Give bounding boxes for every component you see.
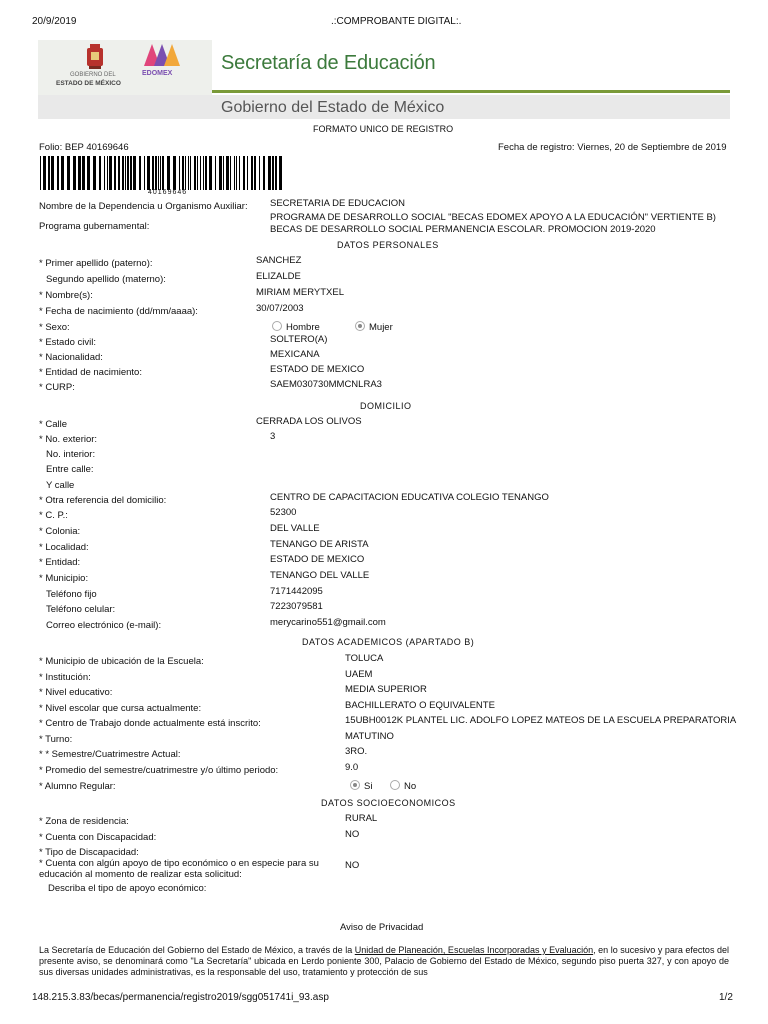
- barcode-bar: [104, 156, 105, 190]
- print-page-number: 1/2: [719, 992, 733, 1003]
- calle-label: * Calle: [39, 419, 67, 430]
- entidad-nacimiento-value: ESTADO DE MEXICO: [270, 364, 365, 375]
- telefono-celular-value: 7223079581: [270, 601, 323, 612]
- barcode-bar: [43, 156, 46, 190]
- radio-no[interactable]: [390, 780, 400, 790]
- barcode-bar: [130, 156, 132, 190]
- nacionalidad-value: MEXICANA: [270, 349, 320, 360]
- radio-mujer[interactable]: [355, 321, 365, 331]
- regular-no-label: No: [404, 781, 417, 792]
- folio: Folio: BEP 40169646: [39, 142, 129, 153]
- y-calle-label: Y calle: [46, 480, 75, 491]
- barcode-bar: [78, 156, 81, 190]
- correo-value: merycarino551@gmail.com: [270, 617, 386, 628]
- interior-label: No. interior:: [46, 449, 96, 460]
- barcode-bar: [118, 156, 120, 190]
- privacy-link[interactable]: Unidad de Planeación, Escuelas Incorporadas y Evaluación: [354, 945, 594, 955]
- sexo-hombre-label: Hombre: [286, 322, 320, 333]
- radio-si[interactable]: [350, 780, 360, 790]
- nivel-educativo-label: * Nivel educativo:: [39, 687, 113, 698]
- sexo-hombre-option[interactable]: [272, 322, 320, 333]
- entidad-value: ESTADO DE MEXICO: [270, 554, 365, 565]
- barcode-bar: [194, 156, 196, 190]
- sexo-label: * Sexo:: [39, 322, 70, 333]
- paterno-value: SANCHEZ: [256, 255, 302, 266]
- barcode-bar: [114, 156, 116, 190]
- section-datos-academicos: DATOS ACADEMICOS (APARTADO B): [302, 637, 475, 647]
- barcode-bar: [179, 156, 180, 190]
- programa-label: Programa gubernamental:: [39, 221, 150, 232]
- barcode-bar: [82, 156, 85, 190]
- barcode-bar: [188, 156, 189, 190]
- localidad-value: TENANGO DE ARISTA: [270, 539, 369, 550]
- barcode-bar: [223, 156, 224, 190]
- section-domicilio: DOMICILIO: [360, 401, 412, 411]
- barcode-bar: [147, 156, 150, 190]
- barcode-bar: [109, 156, 112, 190]
- barcode-bar: [93, 156, 96, 190]
- barcode-bar: [48, 156, 50, 190]
- promedio-label: * Promedio del semestre/cuatrimestre y/o último periodo:: [39, 765, 279, 776]
- discapacidad-label: * Cuenta con Discapacidad:: [39, 832, 157, 843]
- regular-si-option[interactable]: [350, 781, 372, 792]
- institucion-label: * Institución:: [39, 672, 91, 683]
- barcode-bar: [268, 156, 271, 190]
- green-divider: [212, 90, 730, 93]
- barcode-bar: [67, 156, 70, 190]
- tipo-discapacidad-label: * Tipo de Discapacidad:: [39, 847, 139, 858]
- nombre-label: * Nombre(s):: [39, 290, 93, 301]
- state-seal-icon: [84, 42, 106, 73]
- sexo-mujer-label: Mujer: [369, 322, 393, 333]
- calle-value: CERRADA LOS OLIVOS: [256, 416, 362, 427]
- turno-label: * Turno:: [39, 734, 73, 745]
- dependencia-value: SECRETARIA DE EDUCACION: [270, 198, 405, 209]
- nacimiento-label: * Fecha de nacimiento (dd/mm/aaaa):: [39, 306, 198, 317]
- semestre-label: * * Semestre/Cuatrimestre Actual:: [39, 749, 181, 760]
- fecha-registro: Fecha de registro: Viernes, 20 de Septiembre de 2019: [498, 142, 727, 153]
- materno-label: Segundo apellido (materno):: [46, 274, 166, 285]
- entidad-nacimiento-label: * Entidad de nacimiento:: [39, 367, 142, 378]
- barcode-bar: [219, 156, 222, 190]
- barcode-bar: [247, 156, 248, 190]
- section-datos-socioeconomicos: DATOS SOCIOECONOMICOS: [321, 798, 456, 808]
- print-title: .:COMPROBANTE DIGITAL:.: [331, 16, 462, 27]
- barcode-bar: [182, 156, 184, 190]
- turno-value: MATUTINO: [345, 731, 394, 742]
- barcode-bar: [197, 156, 198, 190]
- barcode-bar: [155, 156, 157, 190]
- barcode-bar: [87, 156, 90, 190]
- barcode-bar: [162, 156, 164, 190]
- barcode-number: 40169646: [148, 189, 188, 196]
- telefono-fijo-value: 7171442095: [270, 586, 323, 597]
- barcode-bar: [40, 156, 41, 190]
- barcode-bar: [127, 156, 129, 190]
- apoyo-label-line2: educación al momento de realizar esta solicitud:: [39, 869, 242, 880]
- describa-apoyo-label: Describa el tipo de apoyo económico:: [48, 883, 207, 894]
- semestre-value: 3RO.: [345, 746, 368, 757]
- cp-label: * C. P.:: [39, 510, 68, 521]
- municipio-value: TENANGO DEL VALLE: [270, 570, 370, 581]
- barcode-bar: [272, 156, 274, 190]
- barcode-bar: [160, 156, 161, 190]
- privacy-text-part2: , en lo sucesivo y para efectos del presente aviso, se denominará como "La Secretaría" ubicada en Lerdo poniente 300, Palacio de Gobierno del Estado de México, segundo piso puerta 327, y con apoyo de sus diversas unidades administrativas, es la responsable del uso, tratamiento y protección de sus: [39, 945, 729, 977]
- nacimiento-value: 30/07/2003: [256, 303, 304, 314]
- barcode-bar: [200, 156, 201, 190]
- colonia-label: * Colonia:: [39, 526, 81, 537]
- telefono-fijo-label: Teléfono fijo: [46, 589, 97, 600]
- alumno-regular-label: * Alumno Regular:: [39, 781, 116, 792]
- promedio-value: 9.0: [345, 762, 359, 773]
- secretaria-title: Secretaría de Educación: [221, 52, 436, 74]
- civil-label: * Estado civil:: [39, 337, 97, 348]
- edomex-logo-text: EDOMEX: [142, 70, 173, 77]
- nivel-educativo-value: MEDIA SUPERIOR: [345, 684, 427, 695]
- barcode-bar: [236, 156, 237, 190]
- gobierno-subtitle: Gobierno del Estado de México: [221, 99, 445, 116]
- regular-no-option[interactable]: [390, 781, 416, 792]
- escuela-municipio-label: * Municipio de ubicación de la Escuela:: [39, 656, 204, 667]
- barcode-bar: [243, 156, 245, 190]
- barcode-bar: [259, 156, 260, 190]
- programa-value-line2: BECAS DE DESARROLLO SOCIAL PERMANENCIA ESCOLAR. PROMOCION 2019-2020: [270, 224, 656, 235]
- privacy-text: [39, 945, 729, 978]
- barcode-bar: [226, 156, 229, 190]
- zona-value: RURAL: [345, 813, 378, 824]
- entre-calle-label: Entre calle:: [46, 464, 94, 475]
- regular-si-label: Si: [364, 781, 373, 792]
- entidad-label: * Entidad:: [39, 557, 81, 568]
- apoyo-label-line1: * Cuenta con algún apoyo de tipo económico o en especie para su: [39, 858, 319, 869]
- telefono-celular-label: Teléfono celular:: [46, 604, 116, 615]
- barcode-bar: [99, 156, 101, 190]
- escuela-municipio-value: TOLUCA: [345, 653, 384, 664]
- exterior-label: * No. exterior:: [39, 434, 98, 445]
- barcode-bar: [251, 156, 253, 190]
- print-date: 20/9/2019: [32, 16, 77, 27]
- materno-value: ELIZALDE: [256, 271, 301, 282]
- barcode-bar: [139, 156, 141, 190]
- nivel-escolar-label: * Nivel escolar que cursa actualmente:: [39, 703, 202, 714]
- barcode-image: [38, 156, 288, 190]
- barcode-bar: [125, 156, 126, 190]
- barcode-bar: [173, 156, 176, 190]
- state-logo-line1: GOBIERNO DEL: [70, 72, 116, 78]
- curp-label: * CURP:: [39, 382, 75, 393]
- correo-label: Correo electrónico (e-mail):: [46, 620, 162, 631]
- referencia-label: * Otra referencia del domicilio:: [39, 495, 167, 506]
- barcode-bar: [185, 156, 186, 190]
- barcode-bar: [275, 156, 277, 190]
- barcode-bar: [107, 156, 108, 190]
- barcode-bar: [203, 156, 204, 190]
- barcode-bar: [122, 156, 124, 190]
- barcode-bar: [209, 156, 212, 190]
- nivel-escolar-value: BACHILLERATO O EQUIVALENTE: [345, 700, 495, 711]
- zona-label: * Zona de residencia:: [39, 816, 129, 827]
- colonia-value: DEL VALLE: [270, 523, 320, 534]
- centro-trabajo-label: * Centro de Trabajo donde actualmente está inscrito:: [39, 718, 261, 729]
- barcode-bar: [57, 156, 59, 190]
- apoyo-value: NO: [345, 860, 360, 871]
- referencia-value: CENTRO DE CAPACITACION EDUCATIVA COLEGIO TENANGO: [270, 492, 549, 503]
- barcode-bar: [234, 156, 235, 190]
- state-logo-line2: ESTADO DE MÉXICO: [56, 80, 121, 87]
- radio-hombre[interactable]: [272, 321, 282, 331]
- barcode-bar: [152, 156, 154, 190]
- barcode-bar: [51, 156, 54, 190]
- barcode-bar: [215, 156, 216, 190]
- nacionalidad-label: * Nacionalidad:: [39, 352, 103, 363]
- barcode-bar: [167, 156, 170, 190]
- curp-value: SAEM030730MMCNLRA3: [270, 379, 382, 390]
- barcode-bar: [158, 156, 159, 190]
- civil-value: SOLTERO(A): [270, 334, 328, 345]
- paterno-label: * Primer apellido (paterno):: [39, 258, 153, 269]
- barcode-bar: [144, 156, 145, 190]
- privacy-text-part1: La Secretaría de Educación del Gobierno del Estado de México, a través de la: [39, 945, 355, 955]
- barcode-bar: [205, 156, 207, 190]
- centro-trabajo-value: 15UBH0012K PLANTEL LIC. ADOLFO LOPEZ MATEOS DE LA ESCUELA PREPARATORIA: [345, 715, 737, 726]
- cp-value: 52300: [270, 507, 297, 518]
- nombre-value: MIRIAM MERYTXEL: [256, 287, 344, 298]
- institucion-value: UAEM: [345, 669, 373, 680]
- section-datos-personales: DATOS PERSONALES: [337, 240, 439, 250]
- privacy-title: Aviso de Privacidad: [340, 922, 424, 933]
- programa-value-line1: PROGRAMA DE DESARROLLO SOCIAL "BECAS EDOMEX APOYO A LA EDUCACIÓN" VERTIENTE B): [270, 212, 716, 223]
- barcode-bar: [133, 156, 136, 190]
- print-url: 148.215.3.83/becas/permanencia/registro2019/sgg051741i_93.asp: [32, 992, 329, 1003]
- barcode-bar: [190, 156, 191, 190]
- barcode-bar: [263, 156, 265, 190]
- dependencia-label: Nombre de la Dependencia u Organismo Auxiliar:: [39, 201, 248, 212]
- barcode-bar: [61, 156, 64, 190]
- barcode-bar: [230, 156, 231, 190]
- barcode-bar: [279, 156, 282, 190]
- exterior-value: 3: [270, 431, 276, 442]
- form-title: FORMATO UNICO DE REGISTRO: [313, 124, 454, 134]
- barcode-bar: [239, 156, 240, 190]
- edomex-logo-icon: [142, 40, 182, 71]
- banner-logo-area: [38, 40, 212, 95]
- localidad-label: * Localidad:: [39, 542, 89, 553]
- municipio-label: * Municipio:: [39, 573, 89, 584]
- barcode-bar: [73, 156, 76, 190]
- barcode-bar: [254, 156, 256, 190]
- discapacidad-value: NO: [345, 829, 360, 840]
- sexo-mujer-option[interactable]: [355, 322, 393, 333]
